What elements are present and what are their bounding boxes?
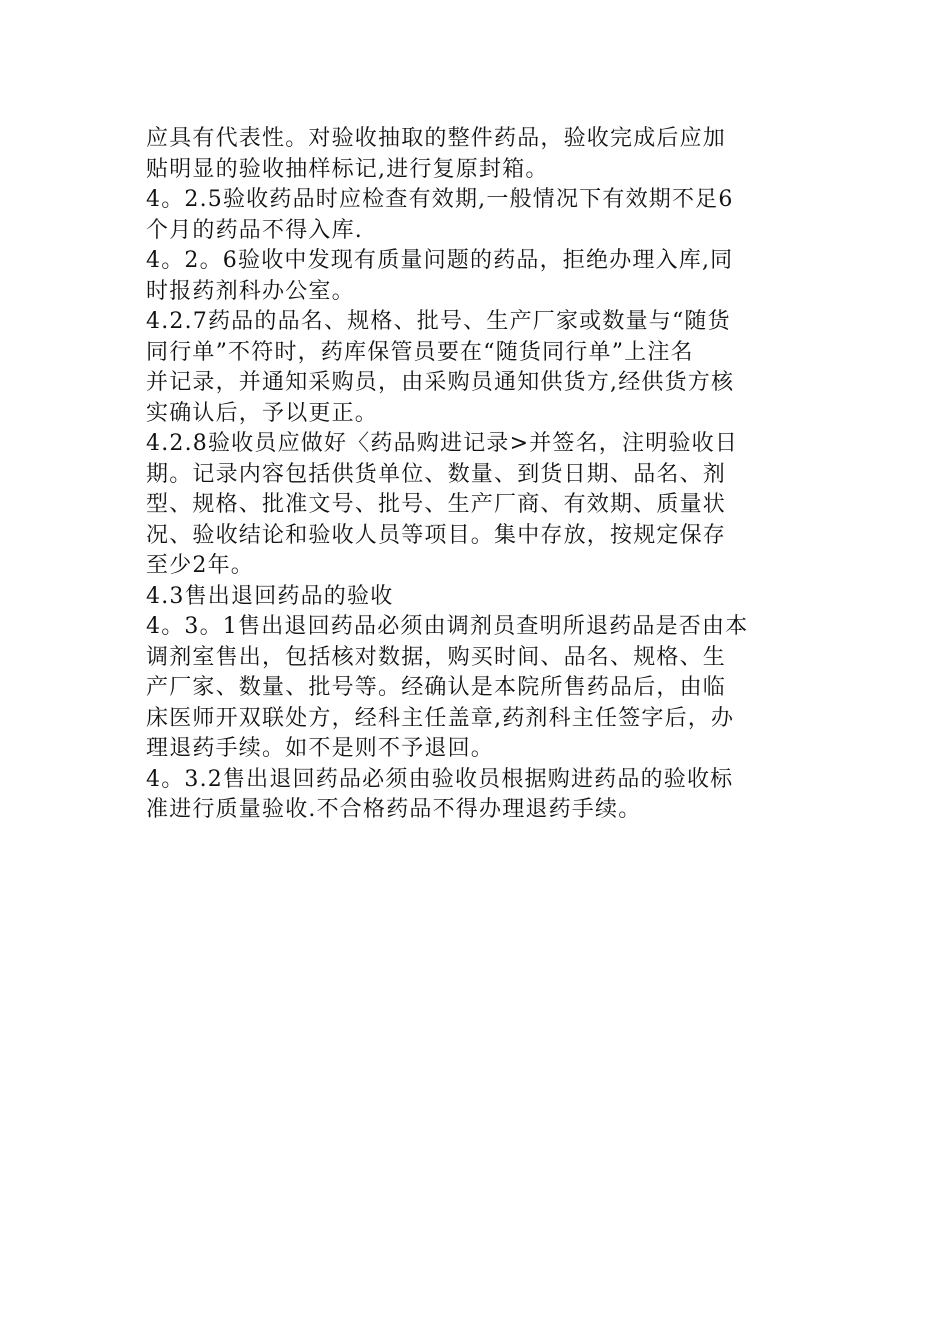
text-line: 个月的药品不得入库. xyxy=(146,217,363,243)
text-line: 准进行质量验收.不合格药品不得办理退药手续。 xyxy=(146,797,642,822)
text-line: 并记录，并通知采购员，由采购员通知供货方,经供货方核 xyxy=(146,370,735,395)
text-line: 时报药剂科办公室。 xyxy=(146,278,355,304)
text-line: 4.2.7药品的品名、规格、批号、生产厂家或数量与“随货 xyxy=(146,309,731,334)
text-line: 贴明显的验收抽样标记,进行复原封箱。 xyxy=(146,156,549,182)
text-line: 4。3.2售出退回药品必须由验收员根据购进药品的验收标 xyxy=(146,766,734,792)
text-line: 况、验收结论和验收人员等项目。集中存放，按规定保存 xyxy=(146,522,727,548)
text-line: 调剂室售出，包括核对数据，购买时间、品名、规格、生 xyxy=(146,644,727,670)
text-line: 应具有代表性。对验收抽取的整件药品，验收完成后应加 xyxy=(146,126,727,151)
text-line: 4。3。1售出退回药品必须由调剂员查明所退药品是否由本 xyxy=(146,614,749,639)
text-line: 床医师开双联处方，经科主任盖章,药剂科主任签字后，办 xyxy=(146,705,735,731)
text-line: 理退药手续。如不是则不予退回。 xyxy=(146,736,495,761)
text-line: 期。记录内容包括供货单位、数量、到货日期、品名、剂 xyxy=(146,461,727,487)
text-line: 4.2.8验收员应做好〈药品购进记录>并签名，注明验收日 xyxy=(146,431,739,456)
text-line: 至少2年。 xyxy=(146,553,254,578)
text-line: 实确认后，予以更正。 xyxy=(146,400,379,426)
text-line: 4。2.5验收药品时应检查有效期,一般情况下有效期不足6 xyxy=(146,187,734,212)
text-line: 产厂家、数量、批号等。经确认是本院所售药品后，由临 xyxy=(146,675,727,700)
document-body xyxy=(146,124,812,826)
text-line: 同行单”不符时，药库保管员要在“随货同行单”上注名 xyxy=(146,339,694,365)
text-line: 型、规格、批准文号、批号、生产厂商、有效期、质量状 xyxy=(146,492,727,517)
text-line: 4。2。6验收中发现有质量问题的药品，拒绝办理入库,同 xyxy=(146,248,734,273)
section-heading: 4.3售出退回药品的验收 xyxy=(146,583,394,609)
